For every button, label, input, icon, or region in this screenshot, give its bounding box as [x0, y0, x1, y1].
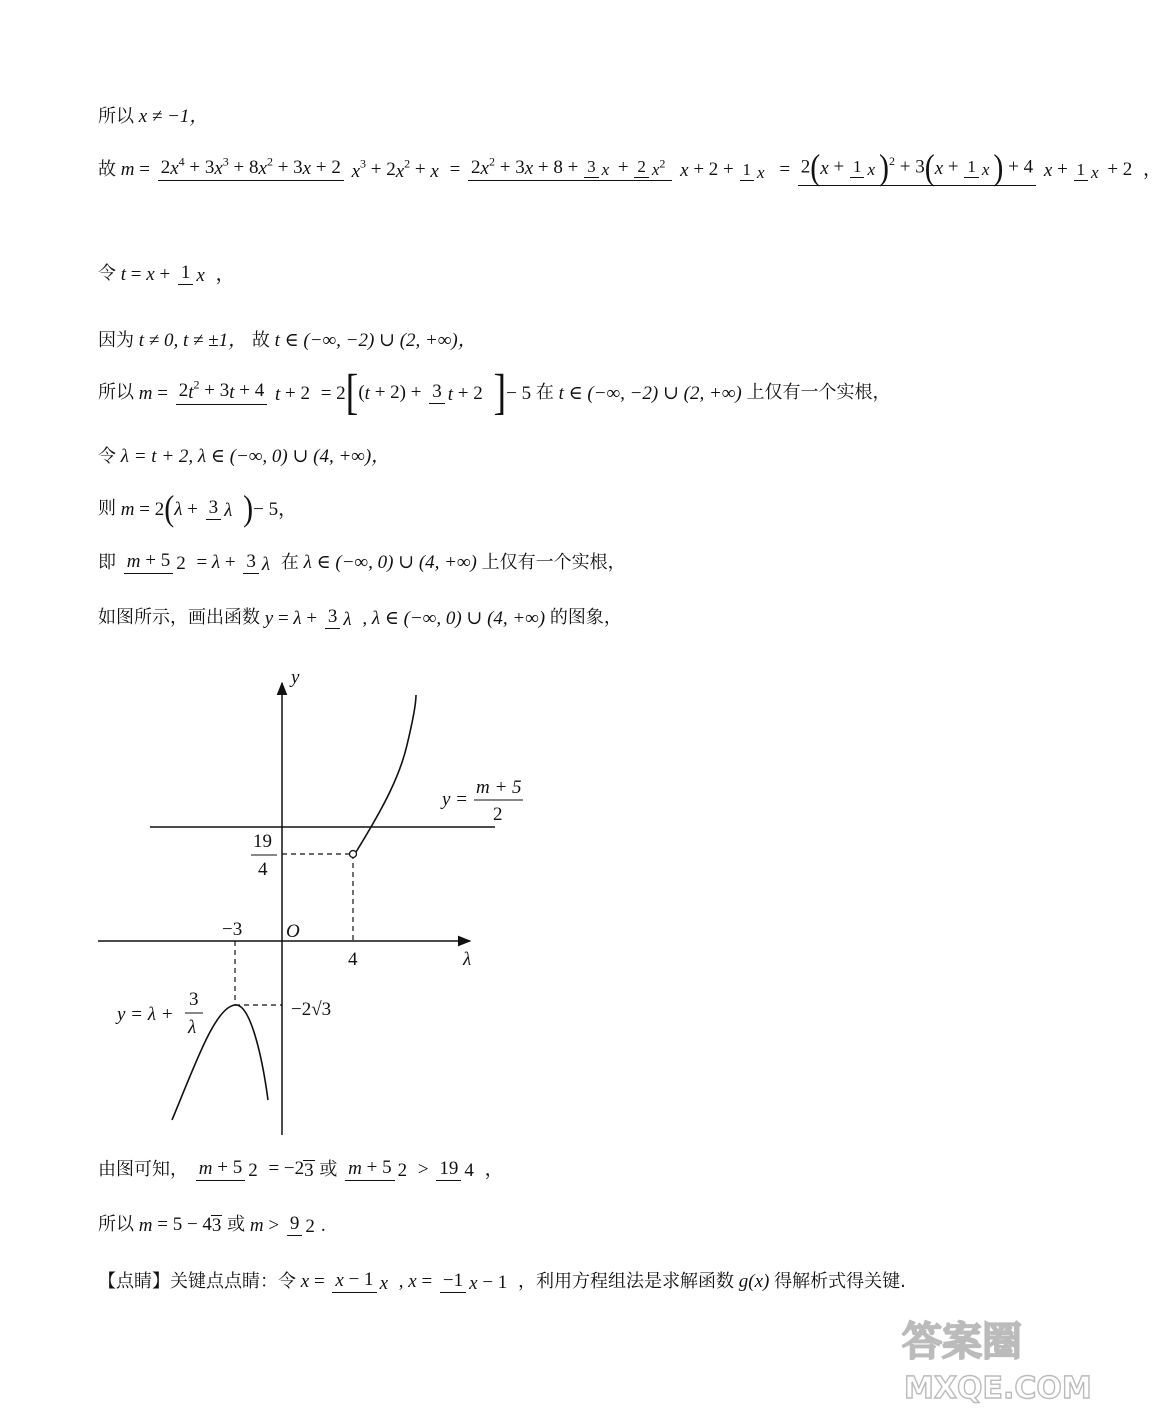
- text: 得解析式得关键.: [774, 1270, 906, 1292]
- tick-label-neg-2sqrt3: −2√3: [291, 999, 332, 1020]
- watermark-text-bottom: MXQE.COM: [904, 1371, 1092, 1406]
- tick-label-19-over-4-den: 4: [258, 859, 268, 880]
- text: 或: [227, 1214, 246, 1235]
- fraction: 1 x: [178, 263, 208, 285]
- fraction: m + 5 2: [196, 1158, 261, 1181]
- fraction: $2t^2 + 3t + 4$ t + 2: [176, 381, 313, 404]
- line-label-den: 2: [493, 804, 503, 825]
- function-graph: [95, 665, 535, 1145]
- curve-label-num: 3: [189, 989, 199, 1010]
- line-8: 即 m + 5 2 = λ + 3 λ 在 λ ∈ (−∞, 0) ∪ (4, +∞) 上仅有一个实根，: [98, 550, 626, 575]
- fraction: −1 x − 1: [440, 1271, 510, 1293]
- curve-left-branch: [172, 1005, 268, 1120]
- fraction: 3 λ: [243, 552, 273, 574]
- text: 所以: [98, 1214, 134, 1235]
- math: λ ∈ (−∞, 0) ∪ (4, +∞): [303, 552, 477, 574]
- tick-label-4: 4: [348, 949, 358, 970]
- fraction: m + 5 2: [124, 551, 189, 574]
- text: 上仅有一个实根，: [746, 382, 891, 403]
- remark-tag: 【点睛】: [98, 1270, 170, 1292]
- text: 的图象，: [549, 607, 622, 629]
- line-7: 则 m = 2(λ + 3 λ )− 5，: [98, 488, 298, 529]
- tick-label-19-over-4-num: 19: [253, 831, 272, 852]
- line-9: 如图所示，画出函数 y = λ + 3 λ , λ ∈ (−∞, 0) ∪ (4, +∞) 的图象，: [98, 606, 622, 631]
- fraction: 3 λ: [325, 607, 355, 629]
- fraction: 19 4: [436, 1159, 477, 1181]
- curve-label-den: λ: [188, 1017, 197, 1038]
- fraction: 3 λ: [206, 498, 236, 520]
- curve-label-prefix: y = λ +: [117, 1004, 174, 1025]
- fraction: m + 5 2: [345, 1158, 410, 1181]
- math: , λ ∈ (−∞, 0) ∪ (4, +∞): [362, 607, 546, 629]
- text: 令: [98, 263, 116, 285]
- line-5: 所以 $m = 2t^2 + 3t + 4$ t + 2 = 2[(t + 2) + 3 t + 2 ]− 5 在 t ∈ (−∞, −2) ∪ (2, +∞) 上仅有一个实根，: [98, 365, 891, 421]
- text: 在: [280, 551, 299, 573]
- text: 在: [535, 382, 554, 403]
- text: 因为: [98, 329, 134, 351]
- math: g(x): [738, 1271, 770, 1293]
- line-1: [98, 106, 208, 126]
- text: 令: [98, 445, 116, 467]
- text: 上仅有一个实根，: [481, 551, 626, 573]
- y-axis-label: y: [291, 667, 300, 688]
- line-2-formula: 故 $m = 2x^4 + 3x^3 + 8x^2 + 3x + 2$ $x^3 + 2x^2 + x = 2x^2 + 3x + 8 + 3$ x + 2 $x^2$ x + 2 + 1 x = 2(x + 1 x )$^2$ + 3(x + 1 x ) + 4 x + 1 x + 2 ，: [98, 147, 1162, 188]
- origin-label: O: [286, 921, 300, 942]
- fraction: x − 1 x: [332, 1270, 391, 1293]
- math: x ≠ −1，: [138, 106, 209, 128]
- x-axis-label: λ: [463, 949, 472, 970]
- line-label-num: m + 5: [476, 777, 522, 798]
- math: t ≠ 0, t ≠ ±1，: [138, 330, 248, 352]
- text: 由图可知，: [98, 1158, 188, 1180]
- text: 或: [319, 1158, 338, 1180]
- text: 故: [251, 329, 270, 351]
- tick-label-neg3: −3: [222, 919, 243, 940]
- line-4: [98, 330, 477, 350]
- text: 即: [98, 551, 116, 573]
- text: 则: [98, 498, 116, 519]
- line-11: 所以 m = 5 − 43 或 m > 9 2 .: [98, 1213, 326, 1237]
- fraction: $2x^4 + 3x^3 + 8x^2 + 3x + 2$ $x^3 + 2x^2 + x$: [158, 158, 442, 181]
- math: t ∈ (−∞, −2) ∪ (2, +∞)，: [274, 330, 477, 352]
- line-6: [98, 446, 390, 466]
- fraction: 3 t + 2: [429, 382, 486, 404]
- watermark-logo: [898, 1310, 1092, 1406]
- fraction: $2x^2 + 3x + 8 + 3$ x + 2 $x^2$ x + 2 + 1 x: [468, 158, 772, 182]
- curve-right-branch: [356, 695, 416, 852]
- open-endpoint: [350, 851, 357, 858]
- line-10: 由图可知， m + 5 2 = −23 或 m + 5 2 > 19 4 ，: [98, 1157, 504, 1182]
- line-12-remark: 【点睛】关键点点睛：令 x = x − 1 x , x = −1 x − 1 ，利用方程组法是求解函数 g(x) 得解析式得关键.: [98, 1269, 906, 1294]
- text: 故: [98, 158, 116, 180]
- line-label-prefix: y =: [442, 789, 469, 810]
- text: ，利用方程组法是求解函数: [518, 1270, 735, 1292]
- line-3: 令 t = x + 1 x ，: [98, 262, 235, 287]
- watermark-text-top: 答案圈: [902, 1319, 1022, 1365]
- text: 所以: [98, 382, 134, 403]
- text: 如图所示，画出函数: [98, 607, 260, 629]
- fraction: 2(x + 1 x )$^2$ + 3(x + 1 x ) + 4 x + 1 x + 2: [798, 153, 1136, 186]
- fraction: 9 2: [287, 1214, 318, 1236]
- text: 所以: [98, 105, 134, 127]
- math: λ = t + 2, λ ∈ (−∞, 0) ∪ (4, +∞)，: [120, 446, 391, 468]
- text: 关键点点睛：令: [170, 1270, 296, 1292]
- text: ，: [215, 263, 235, 285]
